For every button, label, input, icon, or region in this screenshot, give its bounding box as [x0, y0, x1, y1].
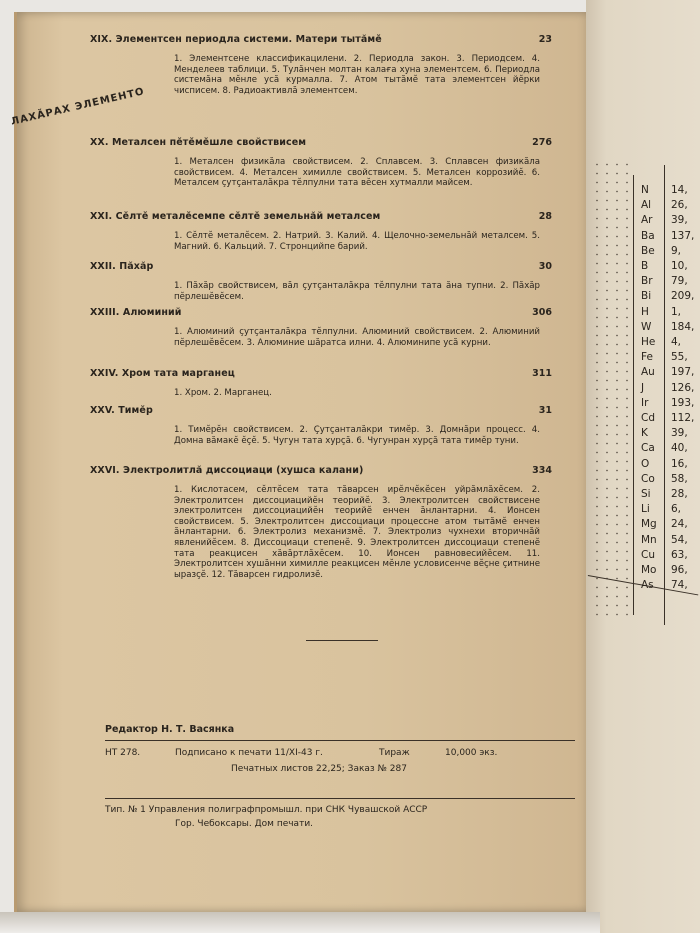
editor-line: Редактор Н. Т. Васянка [105, 724, 575, 741]
element-symbol: O [641, 458, 650, 470]
chapter-title: XIX. Элементсен периодла системи. Матери тытăмĕ [90, 34, 382, 45]
atomic-weight: 55, [671, 351, 688, 363]
element-symbol: Au [641, 366, 655, 378]
table-of-contents [90, 34, 552, 635]
chapter-topics: 1. Кислотасем, сĕлтĕсем тата тăварсен ирĕлчĕкĕсен уйрăмлăхĕсем. 2. Электролитсен диссоциацийĕн теорийĕ. 3. Электролитсен свойствисене электролитсен диссоциацийĕн теорийĕ енчен ăнлантарни. 4. Ионсен свойствисем. 5. Электролитсен диссоциаци процессне атом тытăмĕ енчен ăнлантарни. 6. Электролиз механизмĕ. 7. Электролиз чухнехи вторичнăй явленийĕсем. 8. Диссоциаци степенĕ. 9. Электролитсен диссоциаци степенĕ тата реакцисен хăвăртлăхĕсем. 10. Ионсен равновесийĕсем. 11. Электролитсен хушăнни химилле реакцисен мĕнле условисенче вĕçне çитнине ыразçĕ. 12. Тăварсен гидролизĕ. [174, 485, 540, 580]
page-edge-shadow [0, 912, 600, 933]
element-symbol: Ba [641, 230, 655, 242]
atomic-weight: 26, [671, 199, 688, 211]
atomic-weight: 16, [671, 458, 688, 470]
chapter-page: 23 [538, 34, 552, 45]
element-symbol: Be [641, 245, 655, 257]
toc-chapter [90, 137, 552, 211]
chapter-page: 30 [538, 261, 552, 272]
chapter-title: XXI. Сĕлтĕ металĕсемпе сĕлтĕ земельнăй металсем [90, 211, 381, 222]
atomic-weight: 209, [671, 290, 695, 302]
atomic-weight: 184, [671, 321, 695, 333]
element-symbol: Bi [641, 290, 652, 302]
element-symbol: B [641, 260, 649, 272]
atomic-weight: 14, [671, 184, 688, 196]
right-page-title: ЛАХĂРАХ ЭЛЕМЕНТО [10, 86, 146, 128]
print-run-value: 10,000 экз. [445, 748, 498, 758]
toc-chapter [90, 261, 552, 307]
chapter-title: XX. Металсен пĕтĕмĕшле свойствисем [90, 137, 307, 148]
table-line [633, 175, 634, 615]
atomic-weight: 39, [671, 214, 688, 226]
element-symbol: W [641, 321, 652, 333]
printing-city: Гор. Чебоксары. Дом печати. [175, 819, 314, 829]
atomic-weight: 10, [671, 260, 688, 272]
toc-chapter [90, 368, 552, 405]
atomic-weight: 9, [671, 245, 682, 257]
chapter-title: XXVI. Электролитлă диссоциаци (хушса калани) [90, 465, 364, 476]
chapter-title: XXII. Пăхăр [90, 261, 154, 272]
element-symbol: As [641, 579, 654, 591]
atomic-weight: 112, [671, 412, 695, 424]
separator-rule [306, 640, 378, 641]
chapter-topics: 1. Тимĕрĕн свойствисем. 2. Çутçанталăкри тимĕр. 3. Домнăри процесс. 4. Домна вăмакĕ ĕçĕ. 5. Чугун тата хурçă. 6. Чугунран хурçă тата тимĕр туни. [174, 425, 540, 446]
chapter-page: 276 [532, 137, 552, 148]
chapter-topics: 1. Пăхăр свойствисем, вăл çутçанталăкра тĕлпулни тата ăна тупни. 2. Пăхăр пĕрлешĕвĕсем. [174, 281, 540, 302]
chapter-topics: 1. Металсен физикăла свойствисем. 2. Сплавсем. 3. Сплавсен физикăла свойствисем. 4. Металсен химилле свойствисем. 5. Металсен коррозийĕ. 6. Металсем çутçанталăкра тĕлпулни тата вĕсен хутмалли майсем. [174, 157, 540, 189]
atomic-weight: 193, [671, 397, 695, 409]
atomic-weight: 63, [671, 549, 688, 561]
element-symbol: Mg [641, 518, 657, 530]
element-symbol: Cd [641, 412, 655, 424]
chapter-topics: 1. Сĕлтĕ металĕсем. 2. Натрий. 3. Калий. 4. Щелочно-земельнăй металсем. 5. Магний. 6. Кальций. 7. Стронцийпе барий. [174, 231, 540, 252]
chapter-page: 311 [532, 368, 552, 379]
element-symbol: H [641, 306, 649, 318]
print-run-label: Тираж [379, 748, 410, 758]
atomic-weight: 137, [671, 230, 695, 242]
chapter-page: 28 [538, 211, 552, 222]
element-symbol: K [641, 427, 648, 439]
print-details-row [105, 748, 583, 758]
chapter-topics: 1. Алюминий çутçанталăкра тĕлпулни. Алюминий свойствисем. 2. Алюминий пĕрлешĕвĕсем. 3. Алюминие шăратса илни. 4. Алюминипе усă курни. [174, 327, 540, 348]
element-symbol: Co [641, 473, 655, 485]
element-symbol: He [641, 336, 656, 348]
imprint [105, 724, 583, 829]
chapter-title: XXIV. Хром тата марганец [90, 368, 235, 379]
table-line [664, 165, 665, 625]
toc-chapter [90, 405, 552, 465]
atomic-weight: 24, [671, 518, 688, 530]
element-symbol: Si [641, 488, 651, 500]
toc-chapter [90, 34, 552, 137]
element-symbol: Al [641, 199, 652, 211]
element-symbol: Ir [641, 397, 649, 409]
element-symbol: Ar [641, 214, 653, 226]
atomic-weight: 40, [671, 442, 688, 454]
atomic-weight: 197, [671, 366, 695, 378]
toc-chapter [90, 465, 552, 635]
toc-chapter [90, 211, 552, 261]
dotted-leader-area [592, 160, 632, 620]
atomic-weight: 79, [671, 275, 688, 287]
divider [105, 798, 575, 799]
atomic-weight: 58, [671, 473, 688, 485]
atomic-weight: 74, [671, 579, 688, 591]
chapter-topics: 1. Элементсене классификацилени. 2. Периодла закон. 3. Периодсем. 4. Менделеев таблици. 5. Тулăнчен молтан калаға хуна элементсем. 6. Периодла системăна мĕнле усă курмалла. 7. Атом тытăмĕ тата элементсен йĕрки чисписем. 8. Радиоактивлă элементсем. [174, 54, 540, 96]
print-sheets: Печатных листов 22,25; Заказ № 287 [231, 764, 407, 774]
printing-house: Тип. № 1 Управления полиграфпромышл. при СНК Чувашской АССР [105, 805, 428, 815]
atomic-weight: 126, [671, 382, 695, 394]
chapter-page: 306 [532, 307, 552, 318]
chapter-page: 334 [532, 465, 552, 476]
atomic-weight: 1, [671, 306, 682, 318]
atomic-weight: 4, [671, 336, 682, 348]
element-symbol: Fe [641, 351, 653, 363]
atomic-weight: 96, [671, 564, 688, 576]
atomic-weight: 6, [671, 503, 682, 515]
atomic-weight: 39, [671, 427, 688, 439]
atomic-weight: 54, [671, 534, 688, 546]
chapter-title: XXV. Тимĕр [90, 405, 153, 416]
element-symbol: Mo [641, 564, 657, 576]
atomic-weight: 28, [671, 488, 688, 500]
element-symbol: N [641, 184, 649, 196]
print-code: НТ 278. [105, 748, 141, 758]
signed-to-print: Подписано к печати 11/XI-43 г. [175, 748, 323, 758]
element-symbol: Mn [641, 534, 657, 546]
element-symbol: Ca [641, 442, 655, 454]
chapter-title: XXIII. Алюминий [90, 307, 182, 318]
chapter-topics: 1. Хром. 2. Марганец. [174, 388, 272, 398]
element-symbol: Br [641, 275, 653, 287]
element-symbol: Cu [641, 549, 655, 561]
chapter-page: 31 [538, 405, 552, 416]
toc-chapter [90, 307, 552, 368]
element-symbol: J [641, 382, 645, 394]
element-symbol: Li [641, 503, 650, 515]
